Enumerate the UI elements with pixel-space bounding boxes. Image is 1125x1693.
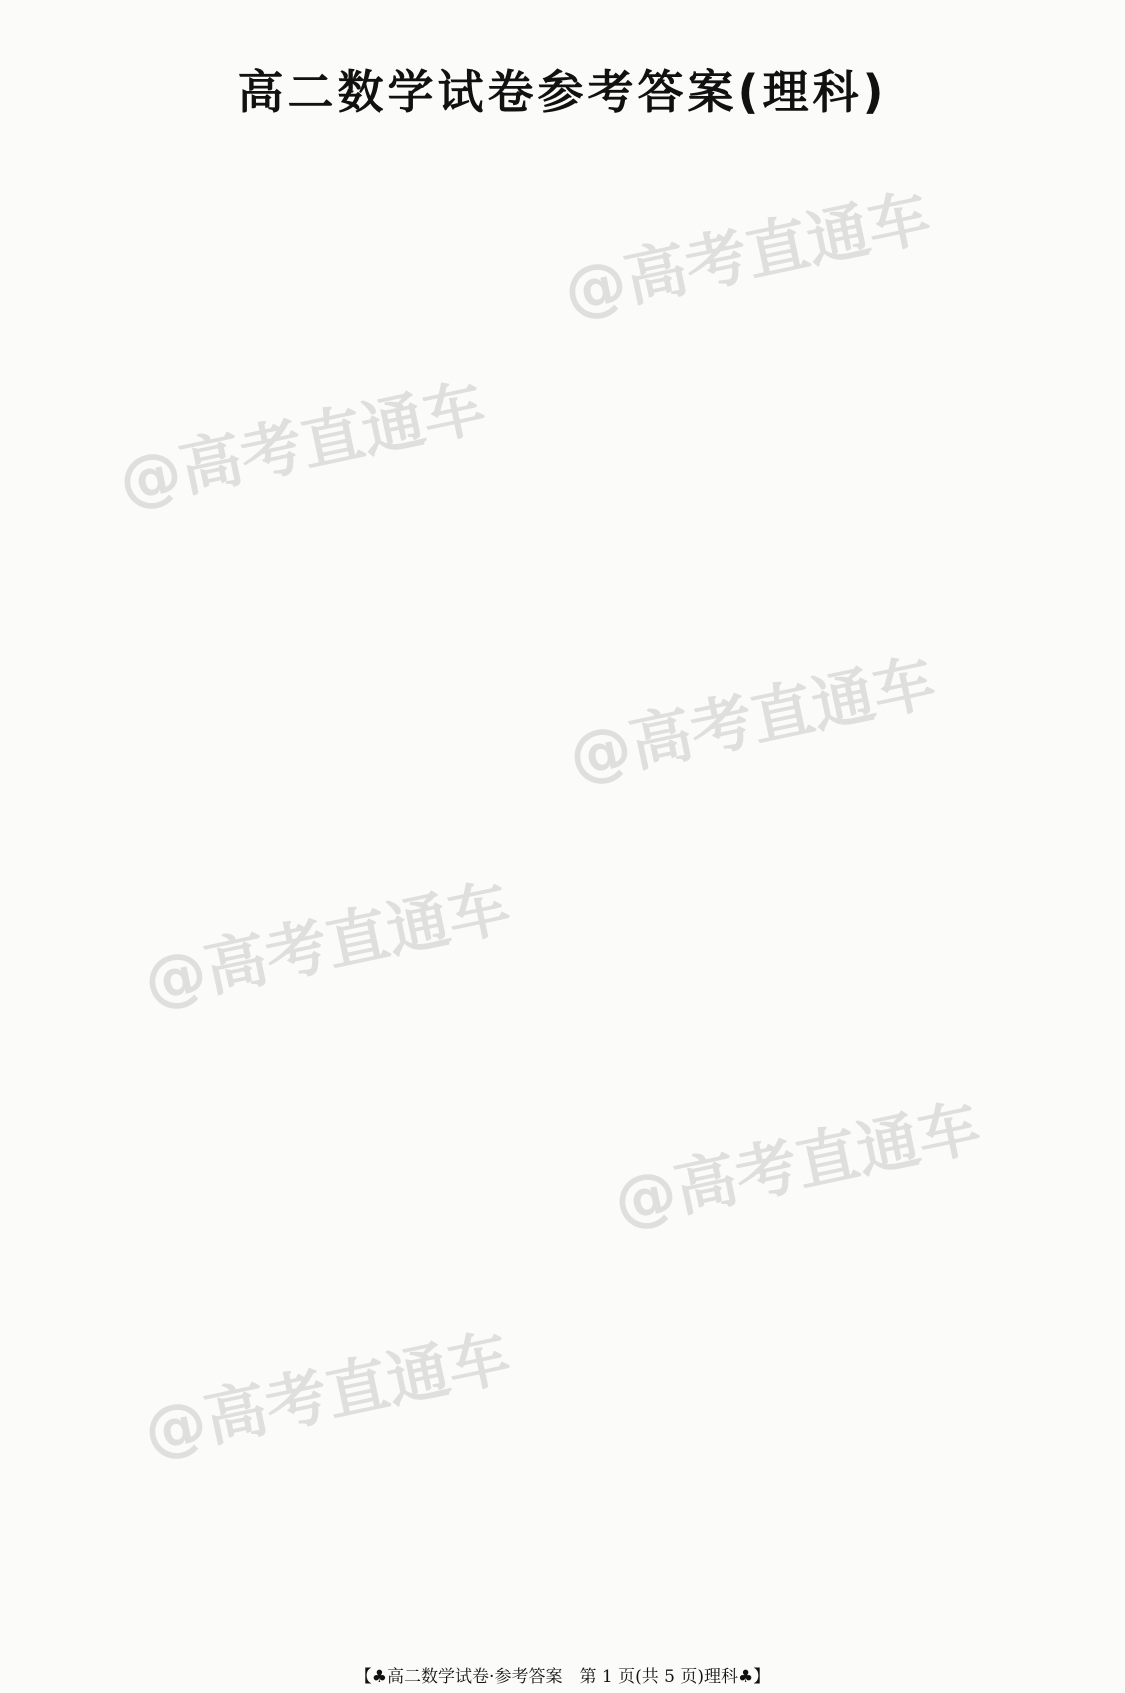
watermark: @高考直通车 [137, 870, 517, 1019]
watermark: @高考直通车 [562, 645, 942, 794]
watermark: @高考直通车 [607, 1090, 987, 1239]
watermark: @高考直通车 [112, 370, 492, 519]
page-footer: 【♣高二数学试卷·参考答案 第 1 页(共 5 页)理科♣】 [354, 1667, 771, 1687]
watermark: @高考直通车 [137, 1320, 517, 1469]
watermark: @高考直通车 [557, 180, 937, 329]
page-title: 高二数学试卷参考答案(理科) [237, 65, 888, 119]
